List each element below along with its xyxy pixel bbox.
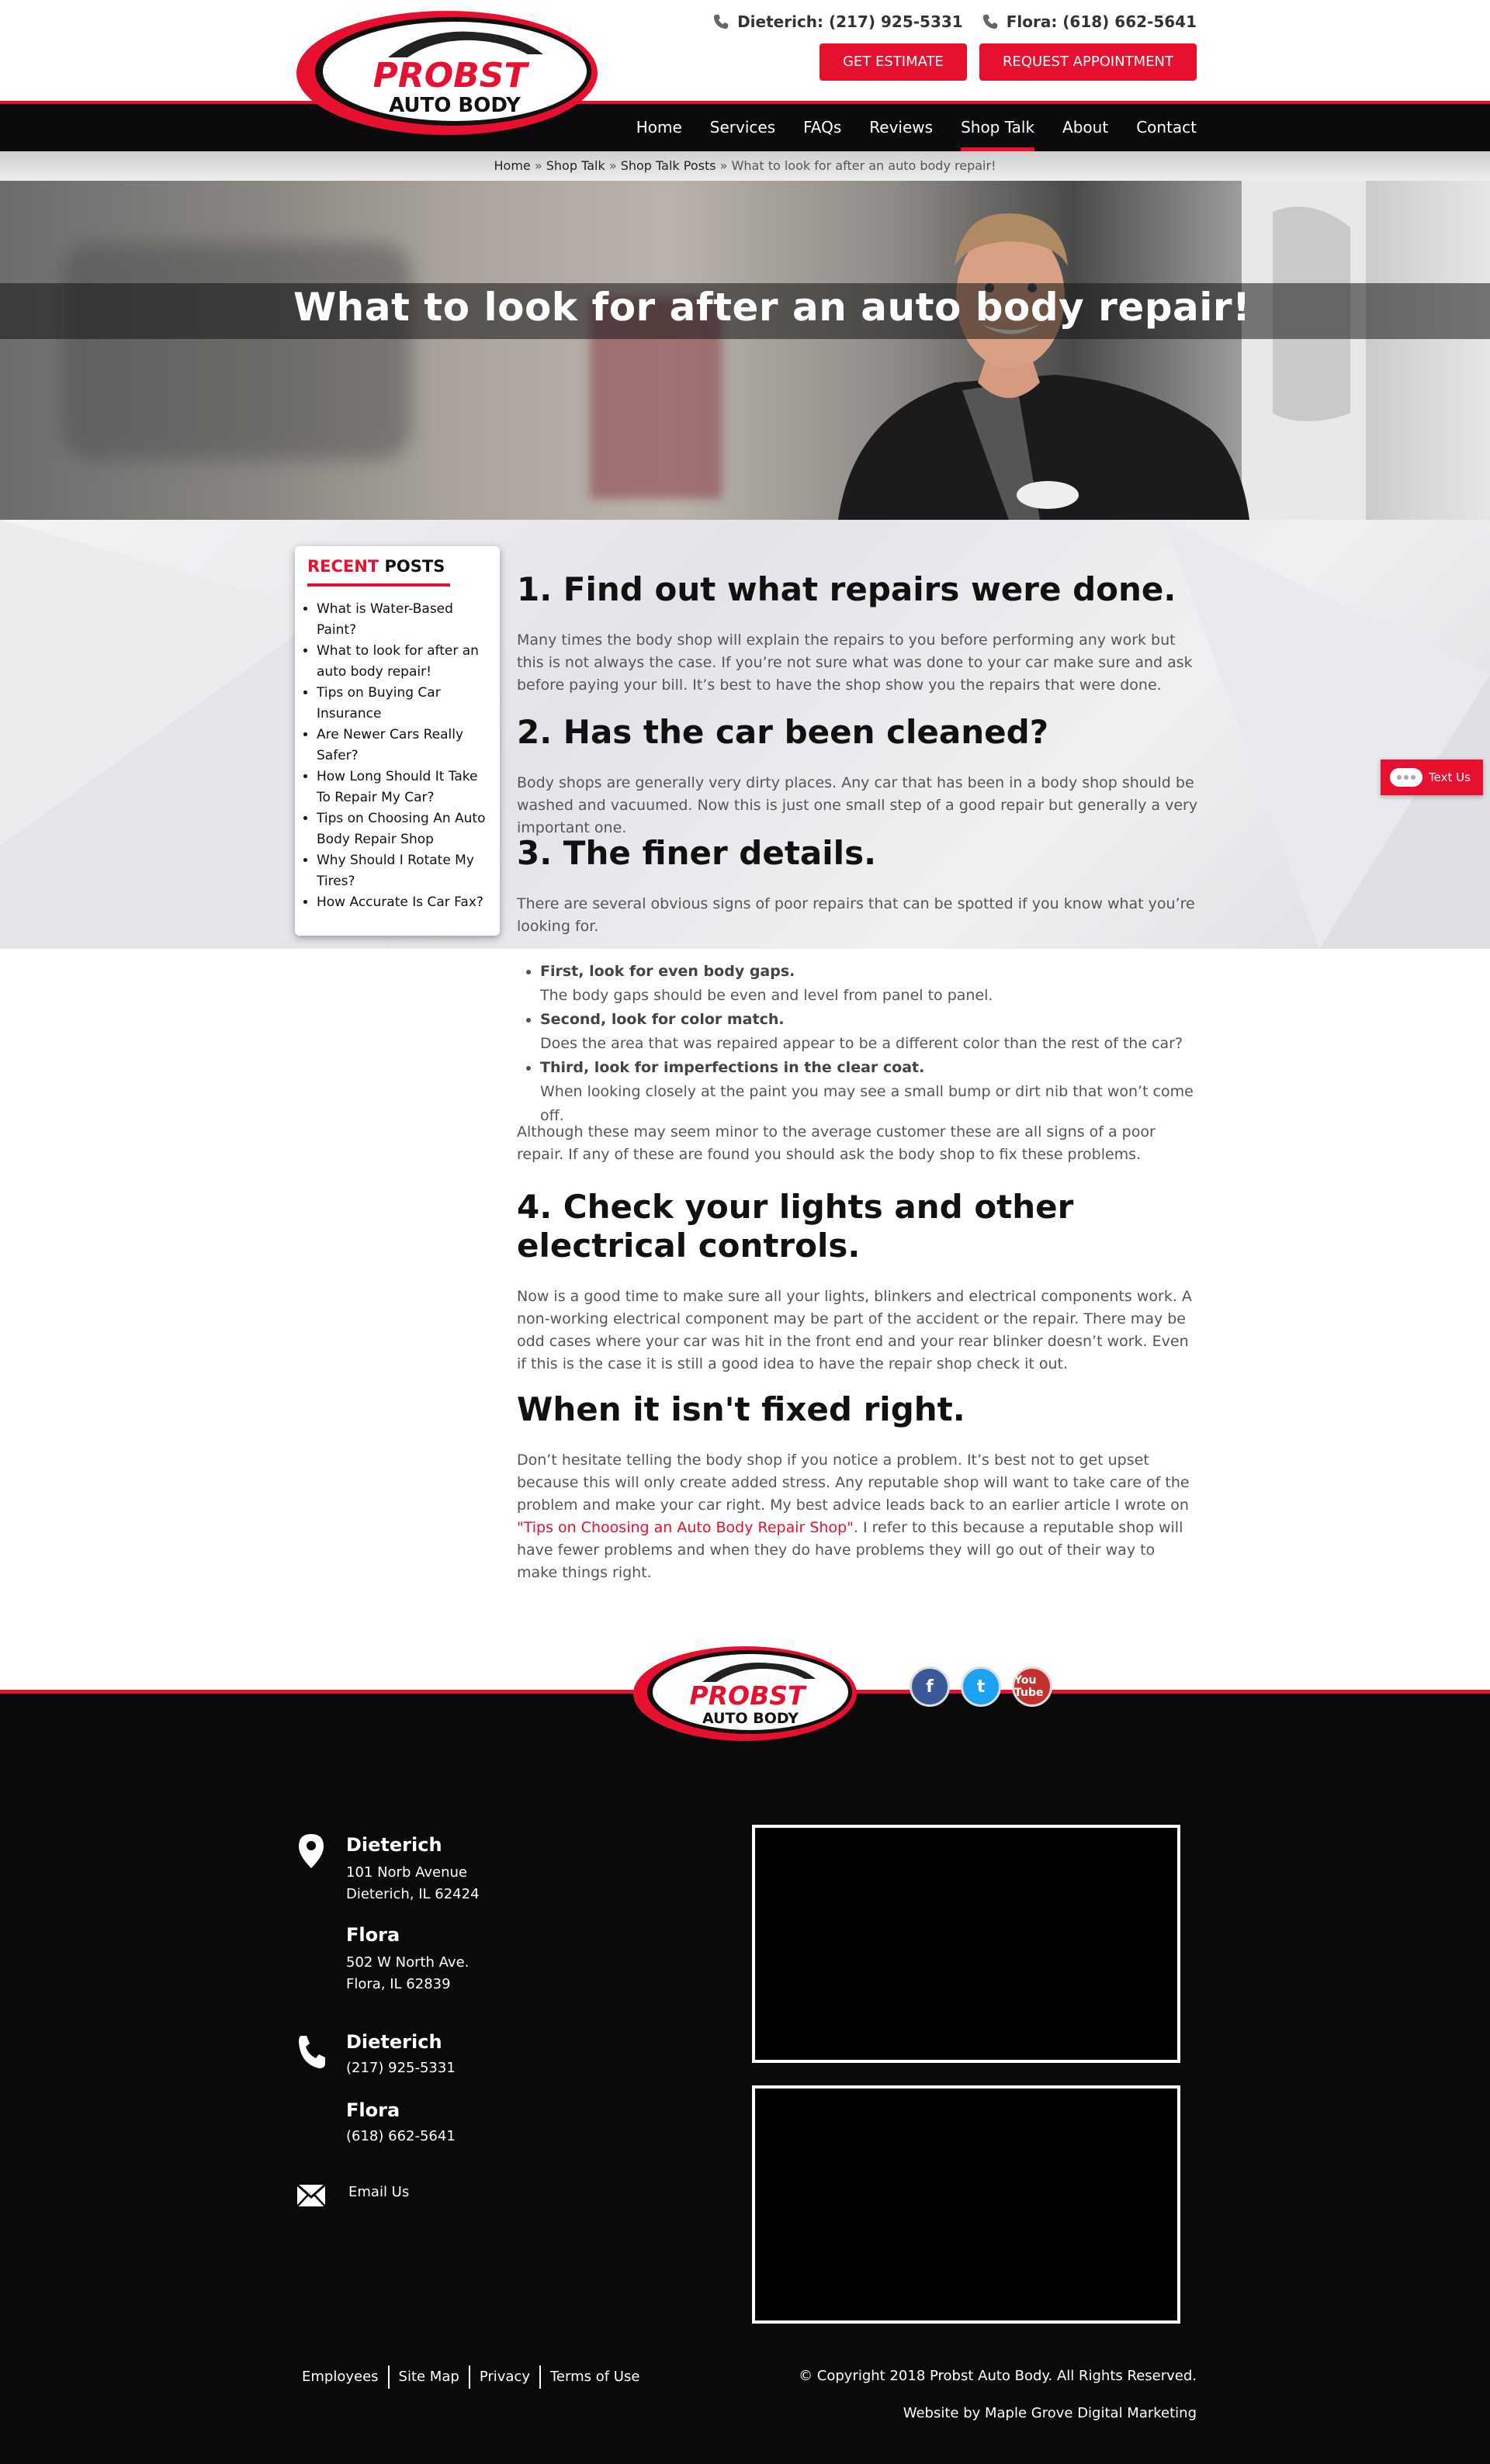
- recent-posts-list: [307, 599, 487, 913]
- recent-post-link[interactable]: Are Newer Cars Really Safer?: [317, 727, 464, 763]
- phone-icon: [982, 13, 999, 30]
- breadcrumb: [0, 151, 1490, 181]
- svg-text:PROBST: PROBST: [372, 56, 528, 95]
- tips-article-link[interactable]: "Tips on Choosing an Auto Body Repair Shop": [517, 1519, 854, 1536]
- phone-dieterich-title: Dieterich: [346, 2031, 442, 2053]
- section-heading: 2. Has the car been cleaned?: [517, 713, 1049, 751]
- section-heading: 4. Check your lights and other electrical controls.: [517, 1188, 1074, 1265]
- details-list: [540, 960, 1200, 1128]
- header-buttons: [820, 43, 1197, 81]
- facebook-icon[interactable]: f: [910, 1666, 950, 1707]
- location-pin-icon: [296, 1832, 327, 1870]
- footer-link-privacy[interactable]: Privacy: [469, 2365, 539, 2389]
- main-nav: [636, 104, 1197, 151]
- copyright-text: © Copyright 2018 Probst Auto Body. All Rights Reserved.: [799, 2368, 1197, 2384]
- header-phones: [712, 12, 1197, 31]
- paragraph: There are several obvious signs of poor repairs that can be spotted if you know what you’re looking for.: [517, 895, 1195, 935]
- breadcrumb-sep: »: [534, 158, 542, 173]
- list-item: [317, 641, 487, 683]
- breadcrumb-shop-talk[interactable]: Shop Talk: [546, 158, 605, 173]
- paragraph: Many times the body shop will explain the repairs to you before performing any work but this is not always the case. If you’re not sure what was done to your car make sure and ask before paying your bill. It’s best to have the shop show you the repairs that were done.: [517, 632, 1193, 694]
- recent-post-link[interactable]: How Accurate Is Car Fax?: [317, 895, 483, 910]
- text-us-button[interactable]: [1381, 760, 1483, 795]
- location-dieterich-line1: 101 Norb Avenue: [346, 1864, 467, 1881]
- map-flora[interactable]: [752, 2085, 1180, 2324]
- section-heading: 1. Find out what repairs were done.: [517, 570, 1176, 608]
- footer-logo[interactable]: [632, 1645, 858, 1742]
- phone-icon: [712, 13, 729, 30]
- text-us-label: Text Us: [1429, 770, 1471, 784]
- chat-bubble-icon: [1390, 768, 1422, 787]
- list-item: • First, look for even body gaps. The body gaps should be even and level from panel to panel.: [540, 960, 1200, 1008]
- email-icon: [296, 2182, 327, 2210]
- phone-flora-title: Flora: [346, 2099, 400, 2121]
- hero-banner: [0, 181, 1490, 520]
- phone-dieterich-number[interactable]: (217) 925-5331: [346, 2060, 456, 2076]
- recent-post-link[interactable]: How Long Should It Take To Repair My Car?: [317, 769, 478, 805]
- map-dieterich[interactable]: [752, 1825, 1180, 2063]
- probst-logo[interactable]: [295, 9, 599, 137]
- nav-faqs[interactable]: FAQs: [803, 118, 842, 137]
- nav-bar: [0, 101, 1490, 151]
- youtube-icon[interactable]: You Tube: [1012, 1666, 1052, 1707]
- location-dieterich-line2: Dieterich, IL 62424: [346, 1886, 480, 1902]
- paragraph: Body shops are generally very dirty places. Any car that has been in a body shop should be washed and vacuumed. Now this is just one small step of a good repair but generally a very important one.: [517, 774, 1198, 836]
- paragraph: Although these may seem minor to the average customer these are all signs of a poor repair. If any of these are found you should ask the body shop to fix these problems.: [517, 1123, 1156, 1163]
- recent-post-link[interactable]: Tips on Choosing An Auto Body Repair Shop: [317, 811, 486, 847]
- recent-post-link[interactable]: Why Should I Rotate My Tires?: [317, 853, 474, 889]
- list-item: [317, 892, 487, 913]
- email-us-link[interactable]: Email Us: [348, 2184, 410, 2200]
- section-heading: 3. The finer details.: [517, 834, 877, 872]
- breadcrumb-posts[interactable]: Shop Talk Posts: [620, 158, 716, 173]
- recent-post-link[interactable]: What is Water-Based Paint?: [317, 601, 453, 638]
- get-estimate-button[interactable]: GET ESTIMATE: [820, 43, 967, 81]
- list-item: [317, 725, 487, 767]
- phone-flora-number[interactable]: (618) 662-5641: [346, 2128, 456, 2144]
- svg-text:AUTO BODY: AUTO BODY: [389, 94, 521, 117]
- hero-mechanic-image: [807, 181, 1366, 520]
- nav-services[interactable]: Services: [709, 118, 776, 137]
- list-item: • Second, look for color match. Does the area that was repaired appear to be a different color than the rest of the car?: [540, 1008, 1200, 1056]
- twitter-icon[interactable]: t: [961, 1666, 1001, 1707]
- recent-post-link[interactable]: Tips on Buying Car Insurance: [317, 685, 441, 722]
- section-heading: When it isn't fixed right.: [517, 1390, 965, 1428]
- paragraph: Now is a good time to make sure all your lights, blinkers and electrical components work. A non-working electrical component may be part of the accident or the repair. There may be odd cases where your car was hit in the front end and your rear blinker doesn’t work. Even if this is the case it is still a good idea to have the repair shop check it out.: [517, 1288, 1192, 1372]
- request-appointment-button[interactable]: REQUEST APPOINTMENT: [979, 43, 1197, 81]
- social-links: [910, 1666, 1052, 1707]
- footer-link-sitemap[interactable]: Site Map: [388, 2365, 469, 2389]
- nav-contact[interactable]: Contact: [1136, 118, 1197, 137]
- recent-post-link[interactable]: What to look for after an auto body repair!: [317, 643, 479, 680]
- nav-home[interactable]: Home: [636, 118, 682, 137]
- breadcrumb-sep: »: [608, 158, 617, 173]
- page-title: What to look for after an auto body repair!: [293, 285, 1251, 330]
- breadcrumb-home[interactable]: Home: [494, 158, 531, 173]
- footer-link-terms[interactable]: Terms of Use: [539, 2365, 649, 2389]
- website-credit[interactable]: Website by Maple Grove Digital Marketing: [903, 2405, 1197, 2421]
- footer: [0, 1694, 1490, 2464]
- phone-flora-text[interactable]: Flora: (618) 662-5641: [1006, 12, 1197, 31]
- list-item: [317, 599, 487, 641]
- hero-bg-shape: [62, 243, 411, 460]
- recent-posts-sidebar: [295, 546, 500, 936]
- paragraph: Don’t hesitate telling the body shop if you notice a problem. It’s best not to get upset because this will only create added stress. Any reputable shop will want to take care of the problem and make your car right. My best advice leads back to an earlier article I wrote on "Tips on Choosing an Auto Body Repair Shop". I refer to this because a reputable shop will have fewer problems and when they do have problems they will go out of their way to make things right.: [517, 1452, 1190, 1581]
- breadcrumb-current: What to look for after an auto body repair!: [731, 158, 996, 173]
- svg-text:AUTO BODY: AUTO BODY: [702, 1710, 799, 1727]
- phone-dieterich-text[interactable]: Dieterich: (217) 925-5331: [737, 12, 963, 31]
- location-dieterich-title: Dieterich: [346, 1834, 442, 1856]
- list-item: • Third, look for imperfections in the clear coat. When looking closely at the paint you may see a small bump or dirt nib that won’t come off.: [540, 1056, 1200, 1128]
- list-item: [317, 808, 487, 850]
- breadcrumb-sep: »: [719, 158, 728, 173]
- phone-icon: [296, 2033, 327, 2070]
- svg-text:PROBST: PROBST: [689, 1680, 806, 1711]
- location-flora-line2: Flora, IL 62839: [346, 1976, 451, 1992]
- phone-flora[interactable]: [982, 12, 1197, 31]
- location-flora-line1: 502 W North Ave.: [346, 1954, 470, 1971]
- footer-link-employees[interactable]: Employees: [302, 2369, 379, 2385]
- nav-about[interactable]: About: [1062, 118, 1109, 137]
- recent-posts-heading: RECENT POSTS: [307, 557, 450, 587]
- nav-reviews[interactable]: Reviews: [869, 118, 934, 137]
- list-item: [317, 683, 487, 725]
- list-item: [317, 767, 487, 808]
- phone-dieterich[interactable]: [712, 12, 963, 31]
- list-item: [317, 850, 487, 892]
- nav-shop-talk[interactable]: Shop Talk: [961, 104, 1034, 151]
- location-flora-title: Flora: [346, 1924, 400, 1946]
- footer-links: [296, 2365, 649, 2389]
